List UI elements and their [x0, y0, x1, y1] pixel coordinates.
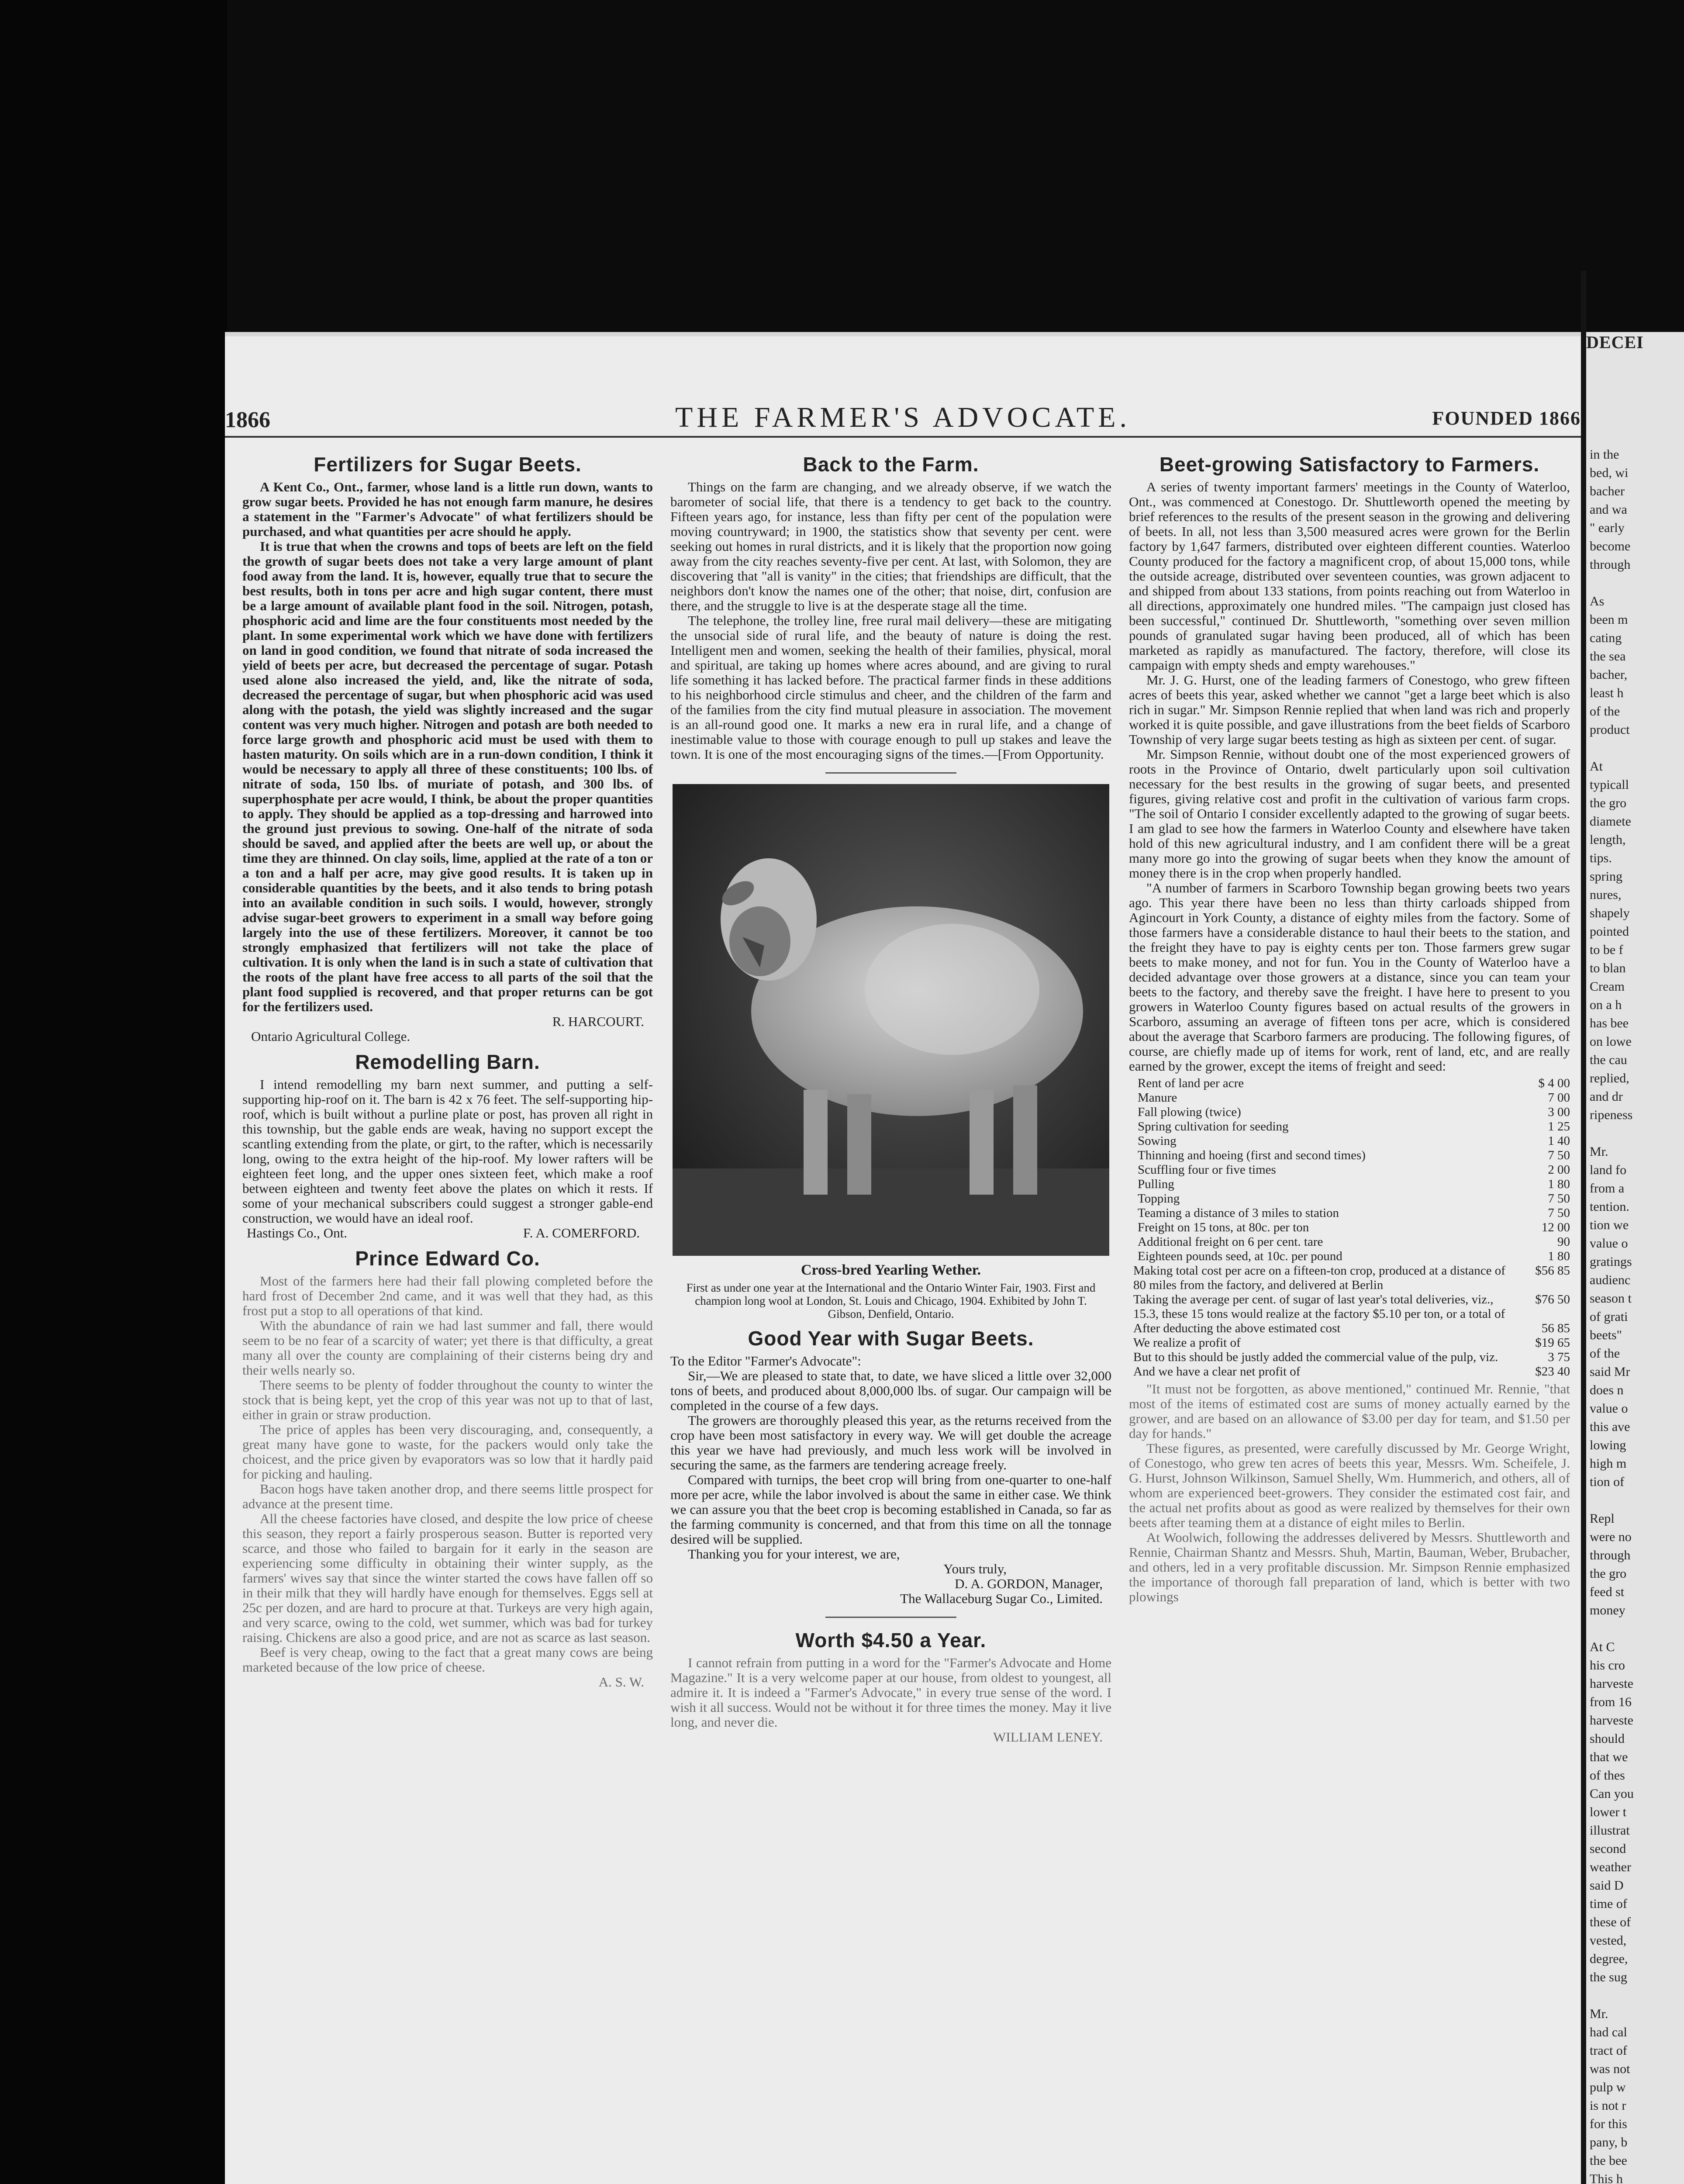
- adjacent-text-line: shapely: [1590, 906, 1630, 920]
- adjacent-text-line: [1590, 1124, 1634, 1143]
- after-label: After deducting the above estimated cost: [1133, 1321, 1341, 1335]
- adjacent-text-line: on lowe: [1590, 1034, 1632, 1049]
- article-paragraph: The growers are thoroughly pleased this year, as the returns received from the crop have been most satisfactory in every way. We will get double the acreage this year we have had previously, and much less work will be involved in securing the same, as the farmers are tendering acreage freely.: [670, 1413, 1111, 1472]
- founded-note: FOUNDED 1866: [1432, 408, 1581, 429]
- cost-total-value: $56 85: [1535, 1264, 1570, 1278]
- adjacent-text-line: on a h: [1590, 998, 1622, 1012]
- cost-table: [1129, 1076, 1570, 1379]
- article-paragraph: With the abundance of rain we had last summer and fall, there would seem to be no fear of a scarcity of water; yet there is that difficulty, a great many all over the county are complaining of their cisterns being dry and their wells nearly so.: [242, 1318, 653, 1378]
- article-paragraph: The telephone, the trolley line, free rural mail delivery—these are mitigating the unsocial side of rural life, and the beauty of nature is doing the rest. Intelligent men and women, seeking the health of their families, physical, moral and spiritual, are taking up homes where acres abound, and are giving to rural life something it has lacked before. The practical farmer finds in these additions to his neighborhood circle stimulus and cheer, and the children of the farm and of the families from the city find mutual pleasure in association. The movement is an all-round good one. It marks a new era in rural life, and a change of inestimable value to those with courage enough to pull up stakes and leave the town. It is one of the most encouraging signs of the times.—[From Opportunity.: [670, 613, 1111, 762]
- article-paragraph: Sir,—We are pleased to state that, to date, we have sliced a little over 32,000 tons of beets, and produced about 8,000,000 lbs. of sugar. Our campaign will be completed in the course of a few days.: [670, 1368, 1111, 1413]
- add-label: But to this should be justly added the commercial value of the pulp, viz.: [1133, 1350, 1498, 1364]
- adjacent-text-line: replied,: [1590, 1071, 1629, 1085]
- page-header: [225, 336, 1581, 433]
- cost-row: [1129, 1076, 1570, 1091]
- adjacent-text-line: tion we: [1590, 1218, 1629, 1232]
- cost-item: Sowing: [1138, 1134, 1177, 1148]
- adjacent-text-line: were no: [1590, 1530, 1632, 1544]
- cost-row: [1129, 1091, 1570, 1105]
- article-paragraph: Beef is very cheap, owing to the fact that a great many cows are being marketed because of the low price of cheese.: [242, 1645, 653, 1675]
- adjacent-text-line: of thes: [1590, 1768, 1625, 1783]
- article-back-to-farm: [670, 453, 1111, 762]
- column-2: [670, 446, 1111, 1745]
- adjacent-text-line: tion of: [1590, 1475, 1625, 1489]
- adjacent-text-line: season t: [1590, 1291, 1632, 1306]
- adjacent-text-line: money: [1590, 1603, 1625, 1617]
- adjacent-text-line: harveste: [1590, 1676, 1633, 1691]
- cost-value: 2 00: [1548, 1163, 1570, 1177]
- adjacent-text-line: Mr.: [1590, 2007, 1608, 2021]
- adjacent-text-line: typicall: [1590, 778, 1629, 792]
- letter-yours: Yours truly,: [943, 1561, 1007, 1576]
- adjacent-text-line: does n: [1590, 1383, 1624, 1397]
- cost-value: 7 50: [1548, 1192, 1570, 1206]
- adjacent-text-line: [1590, 739, 1634, 757]
- profit-row: [1129, 1336, 1570, 1350]
- profit-label: We realize a profit of: [1133, 1336, 1241, 1350]
- adjacent-text-line: and dr: [1590, 1089, 1623, 1104]
- after-row: [1129, 1321, 1570, 1336]
- cost-row: [1129, 1220, 1570, 1235]
- page-number: 1866: [225, 408, 270, 432]
- average-value: $76 50: [1535, 1292, 1570, 1306]
- adjacent-text-line: ripeness: [1590, 1108, 1633, 1122]
- article-title: Remodelling Barn.: [355, 1051, 540, 1073]
- author-signature: R. HARCOURT.: [552, 1014, 644, 1029]
- cost-row: [1129, 1206, 1570, 1220]
- adjacent-text-line: lower t: [1590, 1805, 1627, 1819]
- adjacent-text-line: At: [1590, 759, 1603, 774]
- adjacent-text-line: second: [1590, 1842, 1626, 1856]
- dateline: [242, 1226, 653, 1241]
- author-signature: A. S. W.: [598, 1674, 644, 1690]
- adjacent-text-line: bacher,: [1590, 667, 1628, 682]
- adjacent-text-line: is not r: [1590, 2098, 1626, 2113]
- adjacent-text-line: that we: [1590, 1750, 1628, 1764]
- adjacent-text-line: the cau: [1590, 1053, 1627, 1067]
- adjacent-text-line: bed, wi: [1590, 466, 1629, 480]
- adjacent-text-line: this ave: [1590, 1420, 1630, 1434]
- section-divider: [825, 772, 956, 774]
- article-good-year: [670, 1327, 1111, 1606]
- author-affiliation: Ontario Agricultural College.: [251, 1029, 411, 1044]
- adjacent-text-line: Repl: [1590, 1511, 1615, 1526]
- article-paragraph: The price of apples has been very discouraging, and, consequently, a great many have gone to waste, for the packers would only take the choicest, and the price given by evaporators was so low that it hardly paid for picking and hauling.: [242, 1422, 653, 1482]
- article-paragraph: These figures, as presented, were carefully discussed by Mr. George Wright, of Conestogo, who grew ten acres of beets this year, Messrs. Wm. Scheifele, J. G. Hurst, Johnson Wilkinson, Samuel Shelly, Wm. Hummerich, and others, all of whom are experienced beet-growers. They consider the estimated cost fair, and the actual net profits about as good as were realized by themselves for their own beets after teaming them at a distance of eight miles to Berlin.: [1129, 1441, 1570, 1530]
- column-3: [1129, 446, 1570, 1604]
- column-1: [242, 446, 653, 1690]
- adjacent-text-line: from 16: [1590, 1695, 1632, 1709]
- adjacent-text-line: value o: [1590, 1236, 1628, 1251]
- cost-row: [1129, 1105, 1570, 1120]
- article-paragraph: Mr. J. G. Hurst, one of the leading farmers of Conestogo, who grew fifteen acres of beets this year, asked whether we cannot "get a large beet which is also rich in sugar." Mr. Simpson Rennie replied that when land was rich and properly worked it is quite possible, and gave illustrations from the beet fields of Scarboro Township of very large sugar beets testing as high as sixteen per cent. of sugar.: [1129, 672, 1570, 747]
- adjacent-text-line: pointed: [1590, 924, 1629, 939]
- adjacent-text-line: gratings: [1590, 1254, 1632, 1269]
- letter-closing: Thanking you for your interest, we are,: [688, 1546, 900, 1562]
- adjacent-text-line: pulp w: [1590, 2080, 1626, 2094]
- adjacent-text-line: Can you: [1590, 1787, 1634, 1801]
- add-value: 3 75: [1548, 1350, 1570, 1364]
- letter-signer: D. A. GORDON, Manager,: [955, 1576, 1103, 1591]
- article-paragraph: Compared with turnips, the beet crop will bring from one-quarter to one-half more per acre, while the labor involved is about the same in either case. We think we can assure you that the beet crop is becoming established in Canada, so far as the farming community is concerned, and that from this time on all the tonnage desired will be supplied.: [670, 1472, 1111, 1547]
- section-divider: [825, 1617, 956, 1618]
- adjacent-text-line: harveste: [1590, 1713, 1633, 1728]
- adjacent-text-line: feed st: [1590, 1585, 1625, 1599]
- adjacent-text-line: said Mr: [1590, 1365, 1630, 1379]
- adjacent-text-line: through: [1590, 1548, 1631, 1562]
- adjacent-text-line: pany, b: [1590, 2135, 1628, 2149]
- adjacent-text-line: At C: [1590, 1640, 1615, 1654]
- adjacent-text-line: degree,: [1590, 1952, 1628, 1966]
- adjacent-text-line: This h: [1590, 2172, 1623, 2184]
- cost-item: Spring cultivation for seeding: [1138, 1120, 1289, 1133]
- article-prince-edward: [242, 1247, 653, 1690]
- article-paragraph: "It must not be forgotten, as above mentioned," continued Mr. Rennie, "that most of the items of estimated cost are sums of money actually earned by the grower, and are based on an allowance of $3.00 per day for team, and $1.50 per day for hands.": [1129, 1381, 1570, 1441]
- cost-item: Additional freight on 6 per cent. tare: [1138, 1235, 1323, 1249]
- adjacent-text-line: time of: [1590, 1897, 1627, 1911]
- adjacent-text-line: these of: [1590, 1915, 1631, 1929]
- after-value: 56 85: [1541, 1321, 1570, 1335]
- scan-dark-margin: [0, 0, 227, 2184]
- adjacent-text-line: of the: [1590, 1346, 1620, 1361]
- adjacent-running-head: DECEI: [1586, 332, 1644, 352]
- cost-item: Thinning and hoeing (first and second times): [1138, 1148, 1366, 1162]
- cost-item: Manure: [1138, 1091, 1177, 1105]
- article-paragraph: "A number of farmers in Scarboro Township began growing beets two years ago. This year there have been no less than thirty carloads shipped from Agincourt in York County, a distance of eighty miles from the factory. Some of those farmers have a considerable distance to haul their beets to the station, and the freight they have to pay is eighty cents per ton. Those farmers grew sugar beets to make money, and not for fun. You in the County of Waterloo have a decided advantage over those growers at a distance, since you can team your beets to the factory, and thereby save the freight. I have here to present to you growers in Waterloo County figures based on actual results of the growers in Scarboro, assuming an average of fifteen tons per acre, which is considered about the average that Scarboro farmers are producing. The following figures, of course, are chiefly made up of items for work, rent of land, etc, and are really earned by the grower, except the items of freight and seed:: [1129, 880, 1570, 1074]
- adjacent-text-line: diamete: [1590, 814, 1631, 829]
- article-paragraph: It is true that when the crowns and tops of beets are left on the field the growth of sugar beets does not take a very large amount of plant food away from the land. It is, however, equally true that to secure the best results, both in tons per acre and high sugar content, there must be a large amount of available plant food in the soil. Nitrogen, potash, phosphoric acid and lime are the four constituents most needed by the plant. In some experimental work which we have done with fertilizers on land in good condition, we found that nitrate of soda increased the yield of beets per acre, but decreased the percentage of sugar. Potash used alone also increased the yield, and, like the nitrate of soda, decreased the percentage of sugar, but when phosphoric acid was used along with the potash, the yield was slightly increased and the sugar content was very much higher. Nitrogen and potash are both needed to force large growth and phosphoric acid must be used with them to hasten maturity. On soils which are in a run-down condition, I think it would be necessary to apply all three of these constituents; 100 lbs. of nitrate of soda, 150 lbs. of muriate of potash, and 300 lbs. of superphosphate per acre would, I think, be about the proper quantities to apply. They should be applied as a top-dressing and harrowed into the ground just previous to sowing. One-half of the nitrate of soda should be saved, and applied after the beets are well up, or about the time they are thinned. On clay soils, lime, applied at the rate of a ton or a ton and a half per acre, may give good results. It is taken up in considerable quantities by the beets, and it also tends to bring potash into an available condition in such soils. I would, however, strongly advise sugar-beet growers to experiment in a small way before going largely into the use of these fertilizers. Moreover, it cannot be too strongly emphasized that fertilizers will not take the place of cultivation. It is only when the land is in such a state of cultivation that the roots of the plant have free access to all parts of the soil that the plant food supplied is recovered, and that proper returns can be got for the fertilizers used.: [242, 539, 653, 1014]
- adjacent-text-line: been m: [1590, 612, 1628, 627]
- profit-value: $19 65: [1535, 1336, 1570, 1350]
- cost-item: Freight on 15 tons, at 80c. per ton: [1138, 1220, 1309, 1234]
- article-title: Fertilizers for Sugar Beets.: [314, 453, 582, 476]
- adjacent-text-line: beets": [1590, 1328, 1622, 1342]
- photo-caption: Cross-bred Yearling Wether.: [801, 1262, 981, 1278]
- article-paragraph: All the cheese factories have closed, and despite the low price of cheese this season, they report a fairly prosperous season. Butter is reported very scarce, and those who failed to bargain for it early in the season are experiencing some difficulty in obtaining their winter supply, as the farmers' wives say that since the winter started the cows have fallen off so in their milk that they will hardly have enough for themselves. Eggs sell at 25c per dozen, and are hard to procure at that. Turkeys are very high again, and very scarce, owing to the cold, wet summer, which was bad for turkey raising. Chickens are also a good price, and are not as scarce as last season.: [242, 1511, 653, 1645]
- adjacent-text-line: of grati: [1590, 1310, 1628, 1324]
- adjacent-text-line: the bee: [1590, 2153, 1627, 2168]
- cost-row: [1129, 1177, 1570, 1192]
- article-beet-growing: [1129, 453, 1570, 1604]
- cost-item: Teaming a distance of 3 miles to station: [1138, 1206, 1339, 1220]
- sheep-photo-figure: [670, 784, 1111, 1320]
- cost-value: $ 4 00: [1538, 1076, 1570, 1090]
- adjacent-text-line: [1590, 1620, 1634, 1638]
- cost-value: 7 50: [1548, 1148, 1570, 1162]
- adjacent-text-line: vested,: [1590, 1933, 1627, 1948]
- article-paragraph: A series of twenty important farmers' meetings in the County of Waterloo, Ont., was commenced at Conestogo. Dr. Shuttleworth opened the meeting by brief references to the results of the present season in the growing and delivering of beets. In all, not less than 3,500 measured acres were grown for the Berlin factory by 1,647 farmers, distributed over eighteen different counties. Waterloo County produced for the factory a magnificent crop, of about 15,000 tons, while the outside acreage, distributed over seventeen counties, was grown adjacent to and shipped from about 133 stations, from points reaching out from Waterloo in all directions, approximately one hundred miles. "The campaign just closed has been successful," continued Dr. Shuttleworth, "something over seven million pounds of granulated sugar having been produced, all of which has been marketed as rapidly as manufactured. The factory, therefore, will close its campaign with empty sheds and empty warehouses.": [1129, 479, 1570, 673]
- dateline-place: Hastings Co., Ont.: [247, 1225, 347, 1241]
- adjacent-page-fragment: [1586, 332, 1684, 2184]
- adjacent-text-line: [1590, 574, 1634, 592]
- adjacent-text-line: weather: [1590, 1860, 1631, 1874]
- cost-value: 1 25: [1548, 1120, 1570, 1133]
- sheep-illustration: [673, 784, 1109, 1256]
- article-worth: [670, 1628, 1111, 1745]
- masthead-title: THE FARMER'S ADVOCATE.: [675, 401, 1131, 433]
- cost-total-row: [1129, 1264, 1570, 1292]
- article-paragraph: Bacon hogs have taken another drop, and there seems little prospect for advance at the present time.: [242, 1481, 653, 1511]
- article-title: Prince Edward Co.: [355, 1247, 540, 1270]
- article-paragraph: Things on the farm are changing, and we already observe, if we watch the barometer of social life, that there is a tendency to get back to the country. Fifteen years ago, for instance, less than fifty per cent of the population were moving countryward; in 1900, the statistics show that seventy per cent. were seeking out homes in rural districts, and it is likely that the proportion now going away from the city reaches seventy-five per cent. At last, with Solomon, they are discovering that "all is vanity" in the cities; that friendships are difficult, that the neighbors don't know the names one of the other; that noise, dirt, confusion are there, and the struggle to live is at the desperate stage all the time.: [670, 479, 1111, 613]
- adjacent-text-line: said D: [1590, 1878, 1624, 1893]
- cost-row: [1129, 1134, 1570, 1148]
- article-paragraph: Mr. Simpson Rennie, without doubt one of the most experienced growers of roots in the Province of Ontario, dwelt particularly upon soil cultivation necessary for the best results in the growing of sugar beets, and presented figures, giving relative cost and profit in the cultivation of various farm crops. "The soil of Ontario I consider excellently adapted to the growing of sugar beets. I am glad to see how the farmers in Waterloo County and elsewhere have taken hold of this new agricultural industry, and I am confident there will be a great many more go into the growing of sugar beets when they know the amount of money there is in the crop when properly handled.: [1129, 746, 1570, 881]
- adjacent-text-line: land fo: [1590, 1163, 1627, 1177]
- average-row: [1129, 1292, 1570, 1321]
- clear-value: $23 40: [1535, 1365, 1570, 1379]
- cost-row: [1129, 1235, 1570, 1249]
- cost-value: 3 00: [1548, 1105, 1570, 1119]
- adjacent-text-line: high m: [1590, 1456, 1627, 1471]
- cost-row: [1129, 1163, 1570, 1177]
- adjacent-text-line: the sug: [1590, 1970, 1627, 1984]
- cost-value: 1 80: [1548, 1249, 1570, 1263]
- adjacent-text-line: the sea: [1590, 649, 1626, 663]
- adjacent-text-line: value o: [1590, 1401, 1628, 1416]
- cost-value: 1 80: [1548, 1177, 1570, 1191]
- adjacent-text-line: of the: [1590, 704, 1620, 719]
- adjacent-text-line: " early: [1590, 521, 1625, 535]
- adjacent-text-line: the gro: [1590, 1566, 1627, 1581]
- adjacent-text-line: from a: [1590, 1181, 1625, 1196]
- clear-row: [1129, 1365, 1570, 1379]
- cost-item: Fall plowing (twice): [1138, 1105, 1241, 1119]
- cost-item: Topping: [1138, 1192, 1180, 1206]
- adjacent-text-line: should: [1590, 1731, 1625, 1746]
- article-paragraph: Most of the farmers here had their fall plowing completed before the hard frost of December 2nd came, and it was well that they had, as this frost put a stop to all operations of that kind.: [242, 1273, 653, 1318]
- adjacent-text-line: As: [1590, 594, 1605, 608]
- article-title: Worth $4.50 a Year.: [795, 1629, 987, 1652]
- letter-salutation: To the Editor "Farmer's Advocate":: [670, 1353, 861, 1368]
- adjacent-text-line: nures,: [1590, 888, 1622, 902]
- cost-item: Rent of land per acre: [1138, 1076, 1244, 1090]
- cost-item: Eighteen pounds seed, at 10c. per pound: [1138, 1249, 1342, 1263]
- adjacent-text-line: had cal: [1590, 2025, 1627, 2039]
- article-paragraph: A Kent Co., Ont., farmer, whose land is a little run down, wants to grow sugar beets. Provided he has not enough farm manure, he desires a statement in the "Farmer's Advocate" of what fertilizers should be purchased, and what quantities per acre should he apply.: [242, 479, 653, 539]
- article-paragraph: I cannot refrain from putting in a word for the "Farmer's Advocate and Home Magazine." It is a very welcome paper at our house, from oldest to youngest, all admire it. It is indeed a "Farmer's Advocate," in every true sense of the word. I wish it all success. Would not be without it for three times the money. May it live long, and never die.: [670, 1655, 1111, 1730]
- cost-row: [1129, 1148, 1570, 1163]
- cost-value: 12 00: [1541, 1220, 1570, 1234]
- adjacent-text-line: the gro: [1590, 796, 1627, 810]
- adjacent-text-line: has bee: [1590, 1016, 1629, 1030]
- article-title: Back to the Farm.: [803, 453, 979, 476]
- photo-description: First as under one year at the International and the Ontario Winter Fair, 1903. First and champion long wool at London, St. Louis and Chicago, 1904. Exhibited by John T. Gibson, Denfield, Ontario.: [686, 1281, 1096, 1320]
- article-fertilizers: [242, 453, 653, 1014]
- book-gutter: [1581, 271, 1586, 2184]
- cost-value: 90: [1557, 1235, 1570, 1249]
- sheep-photo: [673, 784, 1109, 1256]
- adjacent-text-line: to be f: [1590, 943, 1623, 957]
- adjacent-text-line: lowing: [1590, 1438, 1626, 1452]
- adjacent-text-line: product: [1590, 722, 1630, 737]
- adjacent-text-lines: [1590, 446, 1634, 2184]
- adjacent-text-line: for this: [1590, 2117, 1627, 2131]
- article-remodelling: [242, 1050, 653, 1241]
- clear-label: And we have a clear net profit of: [1133, 1365, 1301, 1379]
- article-title: Beet-growing Satisfactory to Farmers.: [1159, 453, 1540, 476]
- cost-row: [1129, 1192, 1570, 1206]
- cost-value: 7 00: [1548, 1091, 1570, 1105]
- adjacent-text-line: least h: [1590, 686, 1624, 700]
- adjacent-text-line: to blan: [1590, 961, 1626, 975]
- author-signature: WILLIAM LENEY.: [993, 1729, 1103, 1745]
- adjacent-text-line: Cream: [1590, 979, 1625, 994]
- adjacent-text-line: was not: [1590, 2062, 1630, 2076]
- adjacent-text-line: his cro: [1590, 1658, 1625, 1673]
- newspaper-page: [225, 336, 1581, 2184]
- adjacent-text-line: tract of: [1590, 2043, 1627, 2058]
- header-rule: [225, 436, 1581, 438]
- adjacent-text-line: cating: [1590, 631, 1622, 645]
- cost-item: Pulling: [1138, 1177, 1174, 1191]
- adjacent-text-line: bacher: [1590, 484, 1625, 498]
- adjacent-text-line: illustrat: [1590, 1823, 1630, 1838]
- article-paragraph: I intend remodelling my barn next summer, and putting a self-supporting hip-roof on it. The barn is 42 x 76 feet. The self-supporting hip-roof, which is built without a purline plate or post, has proven all right in this township, but the gable ends are weak, having no support except the scantling extending from the plate, or girt, to the rafter, which is necessarily long, owing to the extra height of the hip-roof. My lower rafters will be eighteen feet long, and the upper ones sixteen feet, which make a roof between eighteen and twenty feet above the plates on which it rests. If some of your mechanical subscribers could suggest a stronger gable-end construction, we would have an ideal roof.: [242, 1077, 653, 1226]
- letter-company: The Wallaceburg Sugar Co., Limited.: [900, 1591, 1103, 1606]
- add-row: [1129, 1350, 1570, 1365]
- adjacent-text-line: audienc: [1590, 1273, 1631, 1287]
- adjacent-text-line: and wa: [1590, 502, 1627, 517]
- article-title: Good Year with Sugar Beets.: [748, 1327, 1034, 1350]
- average-label: Taking the average per cent. of sugar of last year's total deliveries, viz., 15.3, these 15 tons would realize at the factory $5.10 per ton, or a total of: [1133, 1292, 1505, 1321]
- adjacent-text-line: tips.: [1590, 851, 1612, 865]
- adjacent-text-line: [1590, 1987, 1634, 2005]
- adjacent-text-line: become: [1590, 539, 1631, 553]
- cost-row: [1129, 1249, 1570, 1264]
- adjacent-text-line: spring: [1590, 869, 1622, 884]
- cost-total-label: Making total cost per acre on a fifteen-ton crop, produced at a distance of 80 miles from the factory, and delivered at Berlin: [1133, 1264, 1505, 1292]
- adjacent-text-line: through: [1590, 557, 1631, 572]
- article-paragraph: There seems to be plenty of fodder throughout the county to winter the stock that is being kept, yet the crop of this year was not up to that of last, either in grain or straw production.: [242, 1377, 653, 1422]
- adjacent-text-line: Mr.: [1590, 1144, 1608, 1159]
- adjacent-text-line: [1590, 1491, 1634, 1510]
- cost-row: [1129, 1120, 1570, 1134]
- cost-item: Scuffling four or five times: [1138, 1163, 1276, 1177]
- adjacent-text-line: length,: [1590, 833, 1626, 847]
- cost-value: 1 40: [1548, 1134, 1570, 1148]
- cost-value: 7 50: [1548, 1206, 1570, 1220]
- article-paragraph: At Woolwich, following the addresses delivered by Messrs. Shuttleworth and Rennie, Chairman Shantz and Messrs. Shuh, Martin, Bauman, Weber, Brubacher, and others, led in a very profitable discussion. Mr. Simpson Rennie emphasized the importance of thorough fall preparation of land, which is better with two plowings: [1129, 1530, 1570, 1604]
- adjacent-text-line: in the: [1590, 447, 1619, 462]
- adjacent-text-line: tention.: [1590, 1199, 1629, 1214]
- dateline-author: F. A. COMERFORD.: [523, 1225, 640, 1241]
